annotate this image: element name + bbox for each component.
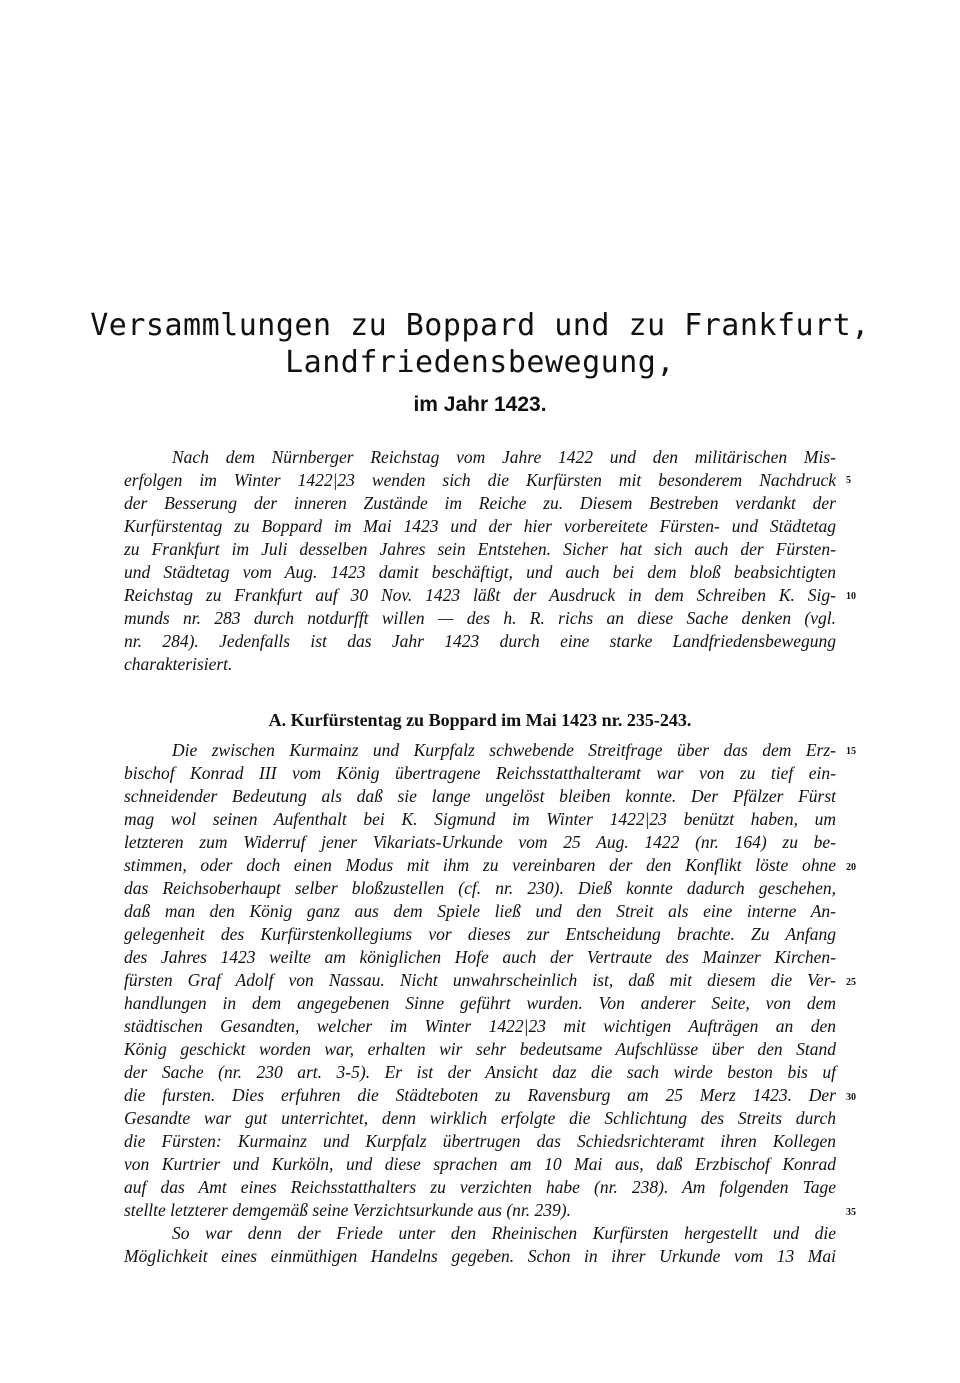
page-title-line-2: Landfriedensbewegung,	[285, 345, 675, 380]
page-title-line-1: Versammlungen zu Boppard und zu Frankfurt,	[90, 308, 870, 343]
body-line: auf das Amt eines Reichsstatthalters zu verzichten habe (nr. 238). Am folgenden Tage	[124, 1177, 836, 1197]
body-line: die Fürsten: Kurmainz und Kurpfalz übertrugen das Schiedsrichteramt ihren Kollegen	[124, 1131, 836, 1151]
body-line: gelegenheit des Kurfürstenkollegiums vor dieses zur Entscheidung brachte. Zu Anfang	[124, 924, 836, 944]
intro-line: zu Frankfurt im Juli desselben Jahres sein Entstehen. Sicher hat sich auch der Fürsten-	[124, 539, 836, 559]
body-line: König geschickt worden war, erhalten wir sehr bedeutsame Aufschlüsse über den Stand	[124, 1039, 836, 1059]
intro-line: der Besserung der inneren Zustände im Reiche zu. Diesem Bestreben verdankt der	[124, 493, 836, 513]
body-line: Gesandte war gut unterrichtet, denn wirklich erfolgte die Schlichtung des Streits durch	[124, 1108, 836, 1128]
body-line: So war denn der Friede unter den Rheinischen Kurfürsten hergestellt und die	[172, 1223, 836, 1243]
body-line: der Sache (nr. 230 art. 3-5). Er ist der Ansicht daz die sach wirde beston bis uf	[124, 1062, 836, 1082]
margin-line-number: 35	[846, 1207, 856, 1218]
body-line: stellte letzterer demgemäß seine Verzichtsurkunde aus (nr. 239).	[124, 1200, 571, 1220]
intro-line: munds nr. 283 durch notdurfft willen — des h. R. richs an diese Sache denken (vgl.	[124, 608, 836, 628]
margin-line-number: 15	[846, 746, 856, 757]
section-heading: A. Kurfürstentag zu Boppard im Mai 1423 nr. 235-243.	[268, 710, 692, 730]
margin-line-number: 20	[846, 862, 856, 873]
body-line: daß man den König ganz aus dem Spiele ließ und den Streit als eine interne An-	[124, 901, 836, 921]
intro-line: nr. 284). Jedenfalls ist das Jahr 1423 durch eine starke Landfriedensbewegung	[124, 631, 836, 651]
body-line: fürsten Graf Adolf von Nassau. Nicht unwahrscheinlich ist, daß mit diesem die Ver-	[124, 970, 836, 990]
intro-line: Nach dem Nürnberger Reichstag vom Jahre 1422 und den militärischen Mis-	[172, 447, 836, 467]
margin-line-number: 10	[846, 591, 856, 602]
margin-line-number: 30	[846, 1092, 856, 1103]
intro-line: charakterisiert.	[124, 654, 233, 674]
body-line: städtischen Gesandten, welcher im Winter 1422|23 mit wichtigen Aufträgen an den	[124, 1016, 836, 1036]
intro-line: erfolgen im Winter 1422|23 wenden sich die Kurfürsten mit besonderem Nachdruck	[124, 470, 836, 490]
page-subtitle: im Jahr 1423.	[413, 393, 547, 416]
body-line: des Jahres 1423 weilte am königlichen Hofe auch der Vertraute des Mainzer Kirchen-	[124, 947, 836, 967]
body-line: schneidender Bedeutung als daß sie lange ungelöst bleiben konnte. Der Pfälzer Fürst	[124, 786, 836, 806]
body-line: Die zwischen Kurmainz und Kurpfalz schwebende Streitfrage über das dem Erz-	[172, 740, 836, 760]
body-line: handlungen in dem angegebenen Sinne geführt wurden. Von anderer Seite, von dem	[124, 993, 836, 1013]
body-line: das Reichsoberhaupt selber bloßzustellen (cf. nr. 230). Dieß konnte dadurch geschehen,	[124, 878, 836, 898]
body-line: letzteren zum Widerruf jener Vikariats-Urkunde vom 25 Aug. 1422 (nr. 164) zu be-	[124, 832, 836, 852]
margin-line-number: 5	[846, 475, 851, 486]
intro-line: Reichstag zu Frankfurt auf 30 Nov. 1423 läßt der Ausdruck in dem Schreiben K. Sig-	[124, 585, 836, 605]
margin-line-number: 25	[846, 977, 856, 988]
body-line: bischof Konrad III vom König übertragene Reichsstatthalteramt war von zu tief ein-	[124, 763, 836, 783]
intro-line: Kurfürstentag zu Boppard im Mai 1423 und der hier vorbereitete Fürsten- und Städtetag	[124, 516, 836, 536]
body-line: die fursten. Dies erfuhren die Städteboten zu Ravensburg am 25 Merz 1423. Der	[124, 1085, 836, 1105]
body-line: Möglichkeit eines einmüthigen Handelns gegeben. Schon in ihrer Urkunde vom 13 Mai	[124, 1246, 836, 1266]
intro-line: und Städtetag vom Aug. 1423 damit beschäftigt, und auch bei dem bloß beabsichtigten	[124, 562, 836, 582]
body-line: mag wol seinen Aufenthalt bei K. Sigmund im Winter 1422|23 benützt haben, um	[124, 809, 836, 829]
body-line: von Kurtrier und Kurköln, und diese sprachen am 10 Mai aus, daß Erzbischof Konrad	[124, 1154, 836, 1174]
body-line: stimmen, oder doch einen Modus mit ihm zu vereinbaren der den Konflikt löste ohne	[124, 855, 836, 875]
